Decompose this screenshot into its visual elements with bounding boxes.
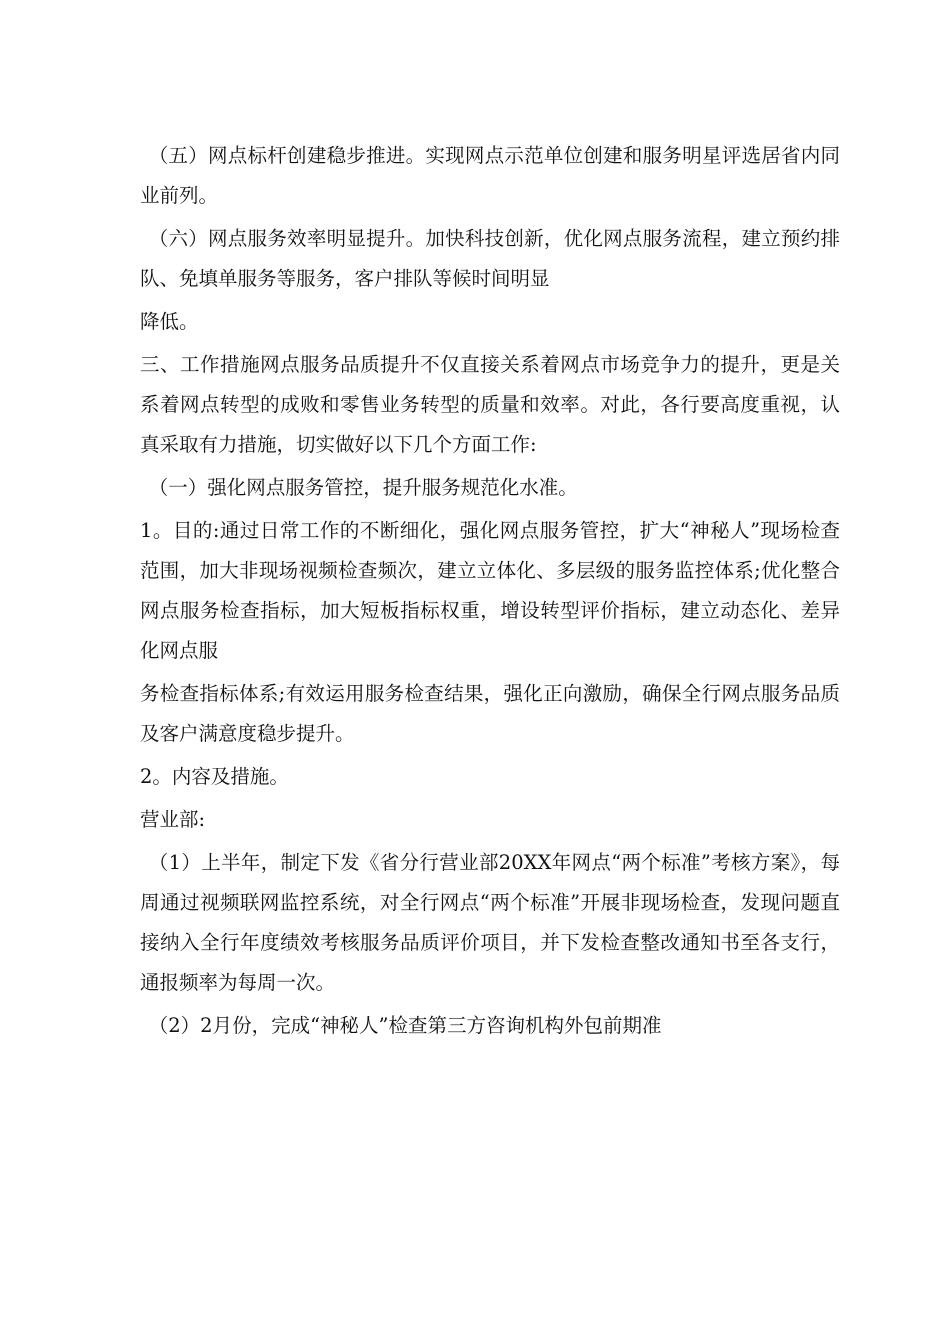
paragraph: 2。内容及措施。 xyxy=(140,765,289,788)
paragraph: （1）上半年，制定下发《省分行营业部20XX年网点“两个标准”考核方案》，每周通过视频联网监控系统，对全行网点“两个标准”开展非现场检查，发现问题直接纳入全行年度绩效考核服务品质评价项目，并下发检查整改通知书至各支行，通报频率为每周一次。 xyxy=(140,851,840,994)
paragraph: 降低。 xyxy=(140,310,199,333)
paragraph: 三、工作措施网点服务品质提升不仅直接关系着网点市场竞争力的提升，更是关系着网点转型的成败和零售业务转型的质量和效率。对此，各行要高度重视，认真采取有力措施，切实做好以下几个方面工作: xyxy=(140,353,840,456)
paragraph: （一）强化网点服务管控，提升服务规范化水准。 xyxy=(148,476,578,499)
paragraph: （五）网点标杆创建稳步推进。实现网点示范单位创建和服务明星评选居省内同业前列。 xyxy=(140,144,840,207)
paragraph: 1。目的:通过日常工作的不断细化，强化网点服务管控，扩大“神秘人”现场检查范围，加大非现场视频检查频次，建立立体化、多层级的服务监控体系;优化整合网点服务检查指标，加大短板指标权重，增设转型评价指标，建立动态化、差异化网点服 xyxy=(140,519,840,662)
paragraph: （2）2月份，完成“神秘人”检查第三方咨询机构外包前期准 xyxy=(148,1014,662,1037)
paragraph: （六）网点服务效率明显提升。加快科技创新，优化网点服务流程，建立预约排队、免填单服务等服务，客户排队等候时间明显 xyxy=(140,227,840,290)
paragraph: 务检查指标体系;有效运用服务检查结果，强化正向激励，确保全行网点服务品质及客户满意度稳步提升。 xyxy=(140,682,840,745)
document-body xyxy=(140,136,840,1046)
paragraph: 营业部: xyxy=(140,808,206,831)
